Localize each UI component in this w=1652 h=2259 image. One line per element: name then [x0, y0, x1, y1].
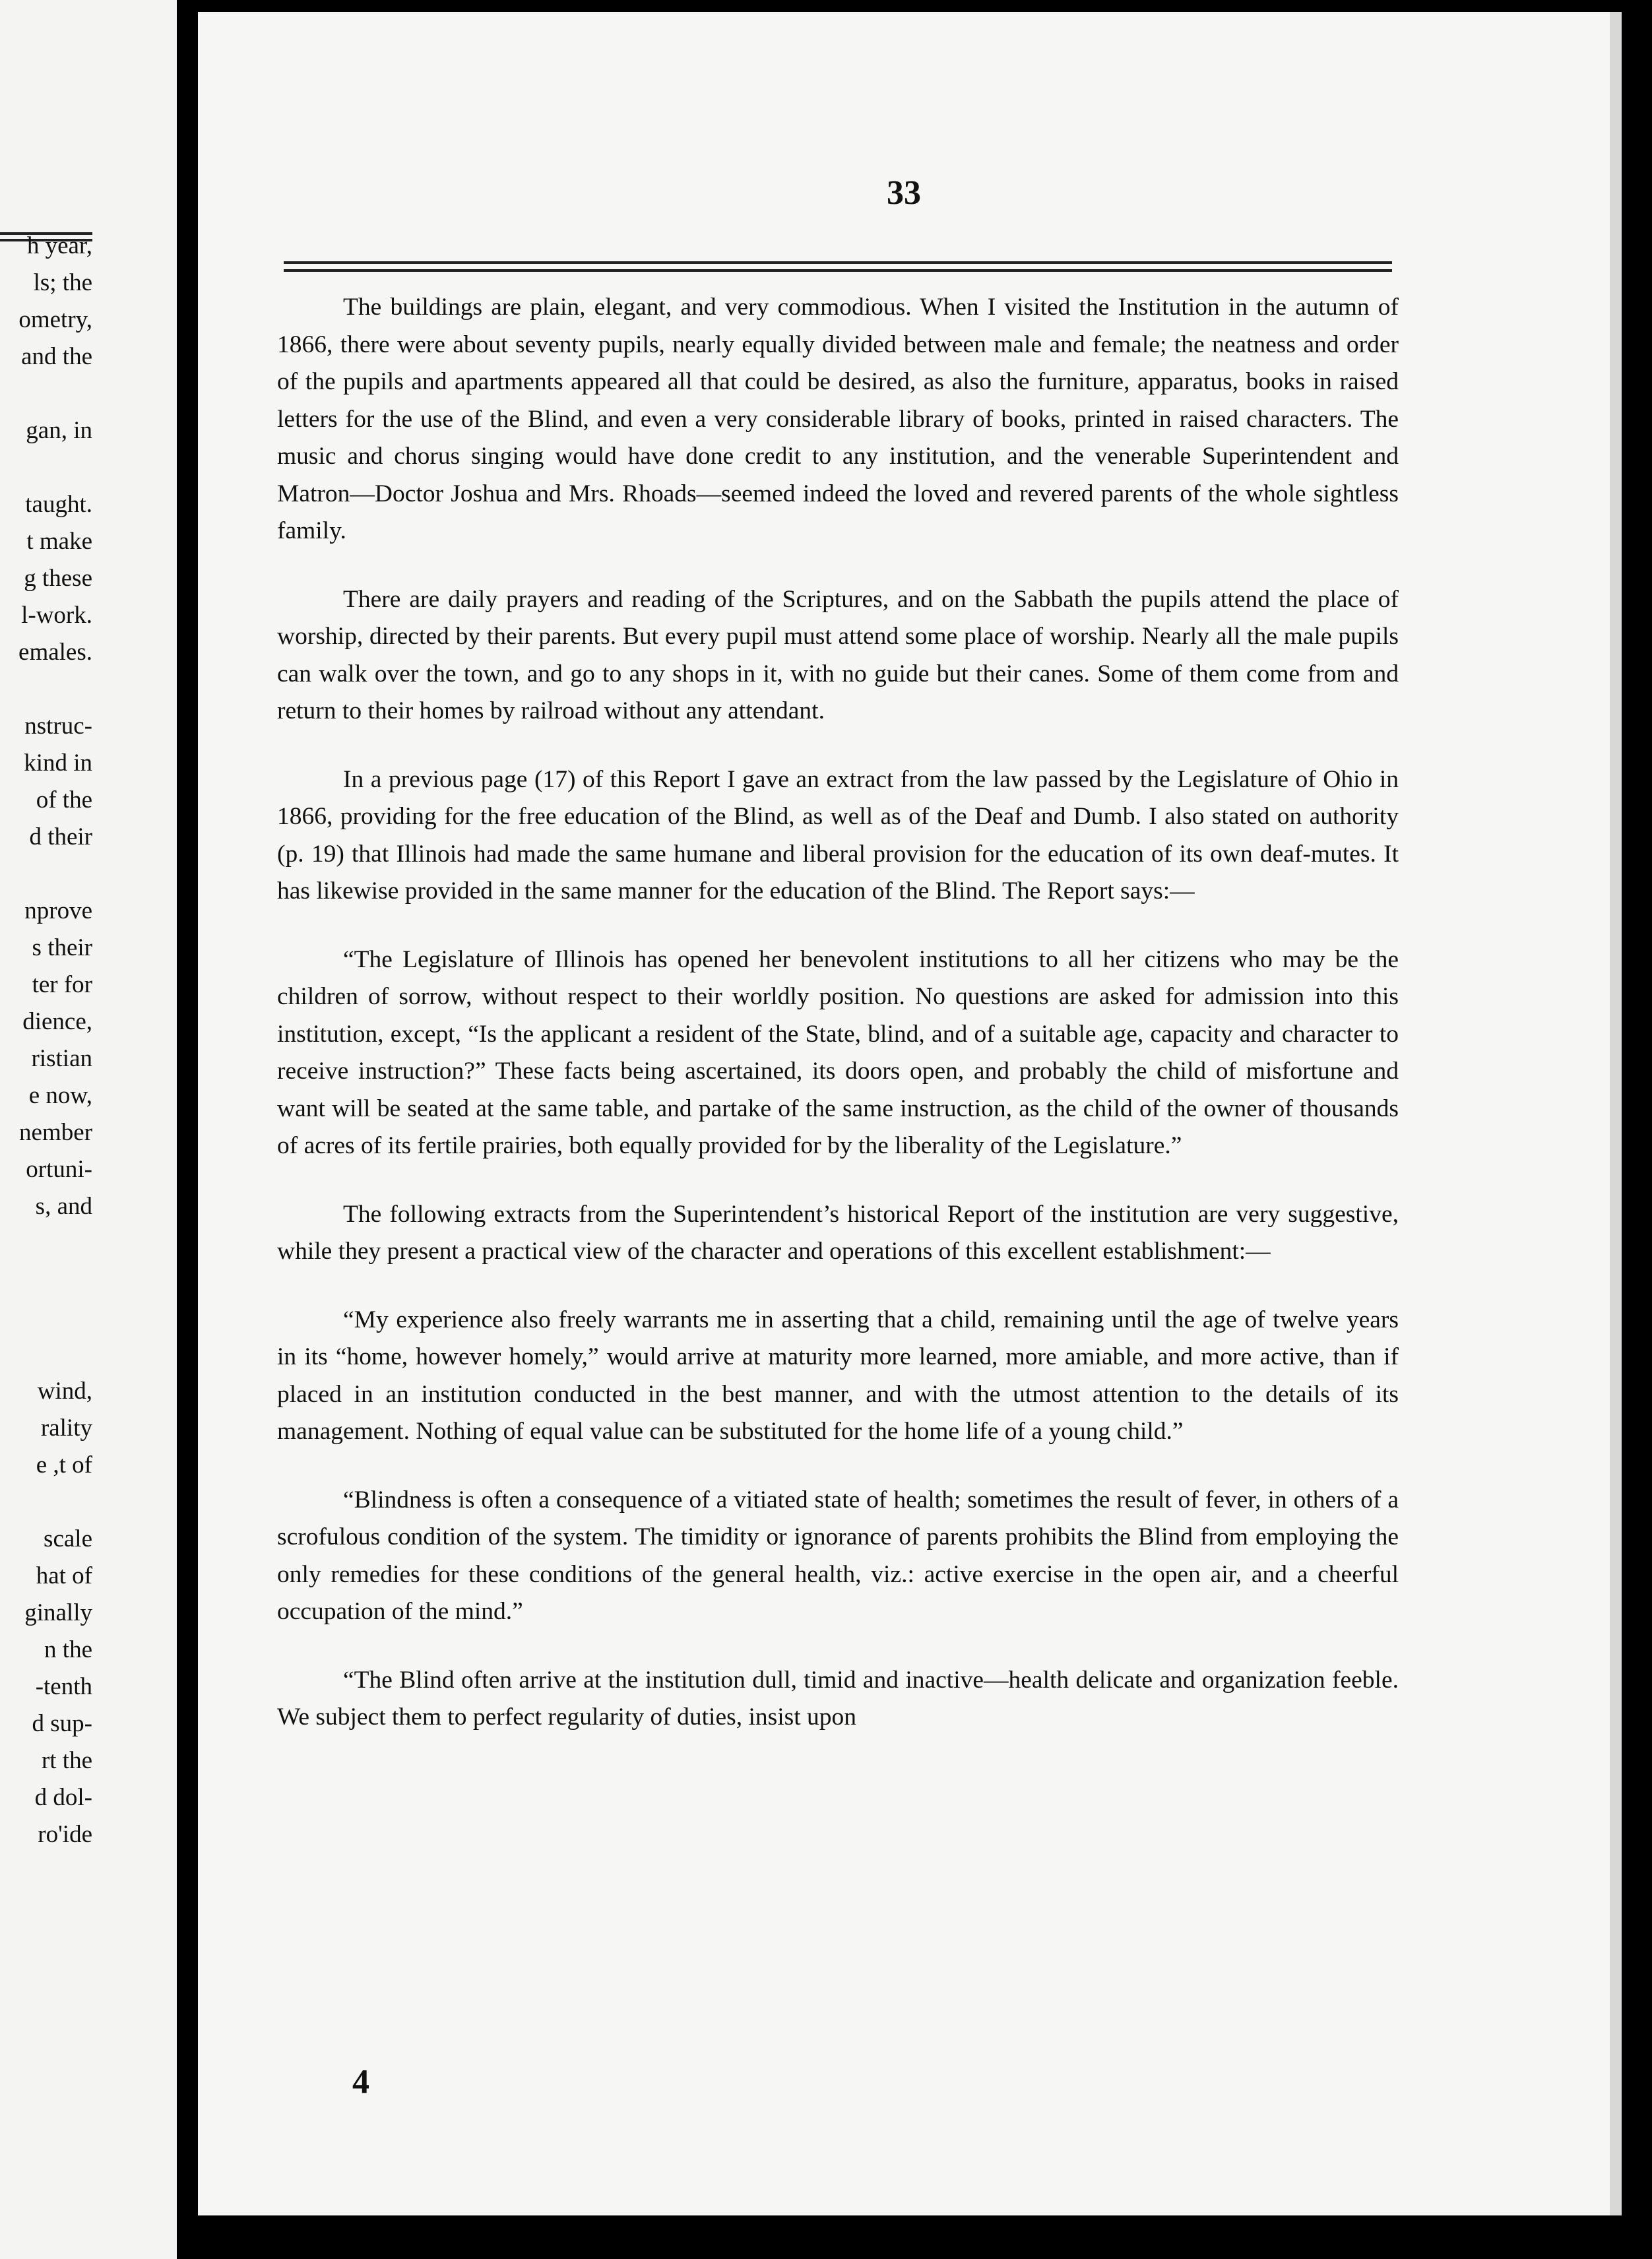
left-page-line: ometry,: [18, 306, 92, 333]
left-page-line: [0, 671, 92, 708]
body-text: [277, 289, 1399, 1736]
header-rule: [284, 269, 1392, 272]
paragraph: The following extracts from the Superintendent’s historical Report of the institution are very suggestive, while they present a practical view of the character and operations of this excellent establishment:—: [277, 1200, 1399, 1265]
left-page-line: e ,t of: [36, 1451, 92, 1479]
left-page-line: ristian: [31, 1045, 92, 1072]
left-page-line: [0, 856, 92, 893]
header-rule: [284, 261, 1392, 264]
left-page-line: s their: [32, 934, 92, 961]
left-page-line: rality: [40, 1415, 92, 1442]
left-page-line: s, and: [35, 1193, 92, 1220]
left-page-line: kind in: [24, 749, 92, 777]
paragraph: The buildings are plain, elegant, and very commodious. When I visited the Institution in the autumn of 1866, there were about seventy pupils, nearly equally divided between male and female; the neatness and order of the pupils and apartments appeared all that could be desired, as also the furniture, apparatus, books in raised letters for the use of the Blind, and even a very considerable library of books, printed in raised characters. The music and chorus singing would have done credit to any institution, and the venerable Superintendent and Matron—Doctor Joshua and Mrs. Rhoads—seemed indeed the loved and revered parents of the whole sightless family.: [277, 294, 1399, 544]
paragraph: In a previous page (17) of this Report I gave an extract from the law passed by the Legislature of Ohio in 1866, providing for the free education of the Blind, as well as of the Deaf and Dumb. I also stated on authority (p. 19) that Illinois had made the same humane and liberal provision for the education of its own deaf-mutes. It has likewise provided in the same manner for the education of the Blind. The Report says:—: [277, 765, 1399, 905]
left-page-line: [0, 1299, 92, 1336]
left-page-line: [0, 1484, 92, 1521]
paragraph: There are daily prayers and reading of the Scriptures, and on the Sabbath the pupils attend the place of worship, directed by their parents. But every pupil must attend some place of worship. Nearly all the male pupils can walk over the town, and go to any shops in it, with no guide but their canes. Some of them come from and return to their homes by railroad without any attendant.: [277, 585, 1399, 724]
left-page-line: rt the: [41, 1747, 92, 1774]
left-page-line: ortuni-: [26, 1156, 92, 1183]
left-page-line: ro'ide: [38, 1821, 92, 1848]
left-page-line: -tenth: [35, 1673, 92, 1700]
left-page-line: ter for: [32, 971, 92, 998]
signature-mark: 4: [352, 2063, 369, 2101]
left-page-fragment: [0, 0, 177, 2259]
page-edge: [1610, 12, 1622, 2215]
left-page-line: d their: [29, 823, 92, 850]
left-page-line: ls; the: [33, 269, 92, 296]
left-page-line: and the: [21, 343, 92, 370]
left-page-line: [0, 375, 92, 412]
left-page-line: h year,: [26, 232, 92, 259]
paragraph: “My experience also freely warrants me in asserting that a child, remaining until the age of twelve years in its “home, however homely,” would arrive at maturity more learned, more amiable, and more active, than if placed in an institution conducted in the best manner, and with the utmost attention to the details of its management. Nothing of equal value can be substituted for the home life of a young child.”: [277, 1306, 1399, 1445]
left-page-line: gan, in: [26, 417, 92, 444]
left-page-line: emales.: [18, 639, 92, 666]
left-page-line: nprove: [24, 897, 92, 924]
left-page-line: dience,: [22, 1008, 92, 1035]
left-page-line: e now,: [28, 1082, 92, 1109]
left-page-line: hat of: [36, 1562, 92, 1589]
left-page-line: of the: [36, 786, 92, 813]
left-page-line: wind,: [37, 1378, 92, 1405]
left-page-line: scale: [44, 1525, 92, 1552]
left-page-line: nember: [19, 1119, 92, 1146]
left-page-line: d sup-: [32, 1710, 92, 1737]
left-page-line: taught.: [25, 491, 92, 518]
left-page-line: t make: [26, 528, 92, 555]
left-page-line: [0, 1336, 92, 1373]
left-page-line: l-work.: [21, 602, 92, 629]
paragraph: “The Blind often arrive at the institution dull, timid and inactive—health delicate and organization feeble. We subject them to perfect regularity of duties, insist upon: [277, 1666, 1399, 1731]
page-number: 33: [887, 174, 921, 212]
left-page-lines: [0, 228, 92, 1853]
left-page-line: [0, 1225, 92, 1262]
paragraph: “Blindness is often a consequence of a vitiated state of health; sometimes the result of fever, in others of a scrofulous condition of the system. The timidity or ignorance of parents prohibits the Blind from employing the only remedies for these conditions of the general health, viz.: active exercise in the open air, and a cheerful occupation of the mind.”: [277, 1486, 1399, 1625]
left-page-line: [0, 449, 92, 486]
left-page-line: d dol-: [34, 1784, 92, 1811]
page: [198, 12, 1610, 2215]
left-page-line: ginally: [24, 1599, 92, 1626]
paragraph: “The Legislature of Illinois has opened her benevolent institutions to all her citizens who may be the children of sorrow, without respect to their worldly position. No questions are asked for admission into this institution, except, “Is the applicant a resident of the State, blind, and of a suitable age, capacity and character to receive instruction?” These facts being ascertained, its doors open, and probably the child of misfortune and want will be seated at the same table, and partake of the same instruction, as the child of the owner of thousands of acres of its fertile prairies, both equally provided for by the liberality of the Legislature.”: [277, 945, 1399, 1159]
left-page-line: [0, 1262, 92, 1299]
left-page-line: n the: [44, 1636, 92, 1663]
left-page-line: nstruc-: [24, 713, 92, 740]
left-page-line: g these: [24, 565, 92, 592]
